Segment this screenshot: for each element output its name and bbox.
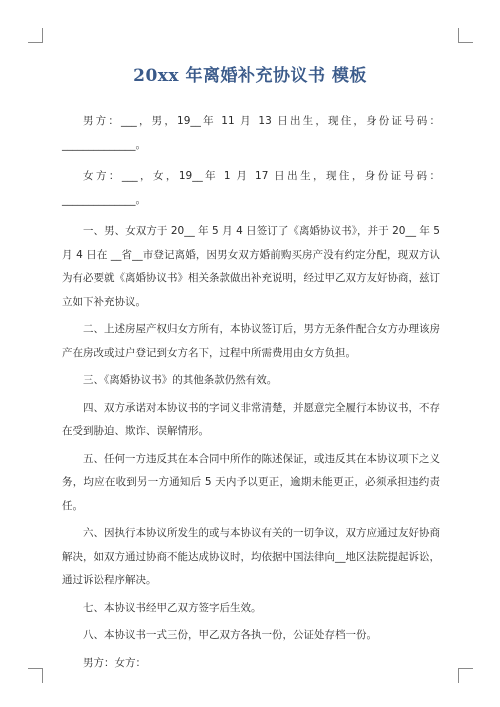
- signature-line: 男方：女方：: [83, 656, 146, 669]
- clause-1-paragraph: 一、男、女双方于 20__ 年 5 月 4 日签订了《离婚协议书》，并于 20__ 年 5 月 4 日在 __省__市登记离婚，因男女双方婚前购买房产没有约定分配，现双方认为有必要就《离婚协议书》相关条款做出补充说明，经过甲乙双方友好协商，兹订立如下补充协议。: [62, 225, 440, 308]
- clause-2-paragraph: 二、上述房屋产权归女方所有，本协议签订后，男方无条件配合女方办理该房产在房改或过户登记到女方名下，过程中所需费用由女方负担。: [62, 323, 440, 359]
- clause-5-paragraph: 五、任何一方违反其在本合同中所作的陈述保证，或违反其在本协议项下之义务，均应在收到另一方通知后 5 天内予以更正，逾期未能更正，必须承担违约责任。: [62, 452, 440, 512]
- page-corner-mark-top-left: [28, 28, 43, 43]
- document-title: 20xx 年离婚补充协议书 模板: [133, 66, 367, 86]
- page-corner-mark-top-right: [458, 28, 473, 43]
- page-corner-mark-bottom-right: [458, 668, 473, 683]
- page-corner-mark-bottom-left: [28, 668, 43, 683]
- clause-8-paragraph: 八、本协议书一式三份，甲乙双方各执一份，公证处存档一份。: [83, 629, 377, 641]
- clause-3-paragraph: 三、《离婚协议书》的其他条款仍然有效。: [83, 374, 278, 386]
- wife-info-paragraph: 女方：___，女，19__年 1 月 17 日出生，现住，身份证号码：______________。: [62, 170, 440, 206]
- husband-info-paragraph: 男方：___，男，19__年 11 月 13 日出生，现住，身份证号码：______________。: [62, 115, 440, 151]
- document-body: [62, 110, 440, 679]
- clause-6-paragraph: 六、因执行本协议所发生的或与本协议有关的一切争议，双方应通过友好协商解决，如双方通过协商不能达成协议时，均依据中国法律向__地区法院提起诉讼，通过诉讼程序解决。: [62, 527, 440, 586]
- clause-7-paragraph: 七、本协议书经甲乙双方签字后生效。: [83, 601, 262, 614]
- clause-4-paragraph: 四、双方承诺对本协议书的字词义非常清楚，并愿意完全履行本协议书，不存在受到胁迫、欺诈、误解情形。: [62, 401, 440, 437]
